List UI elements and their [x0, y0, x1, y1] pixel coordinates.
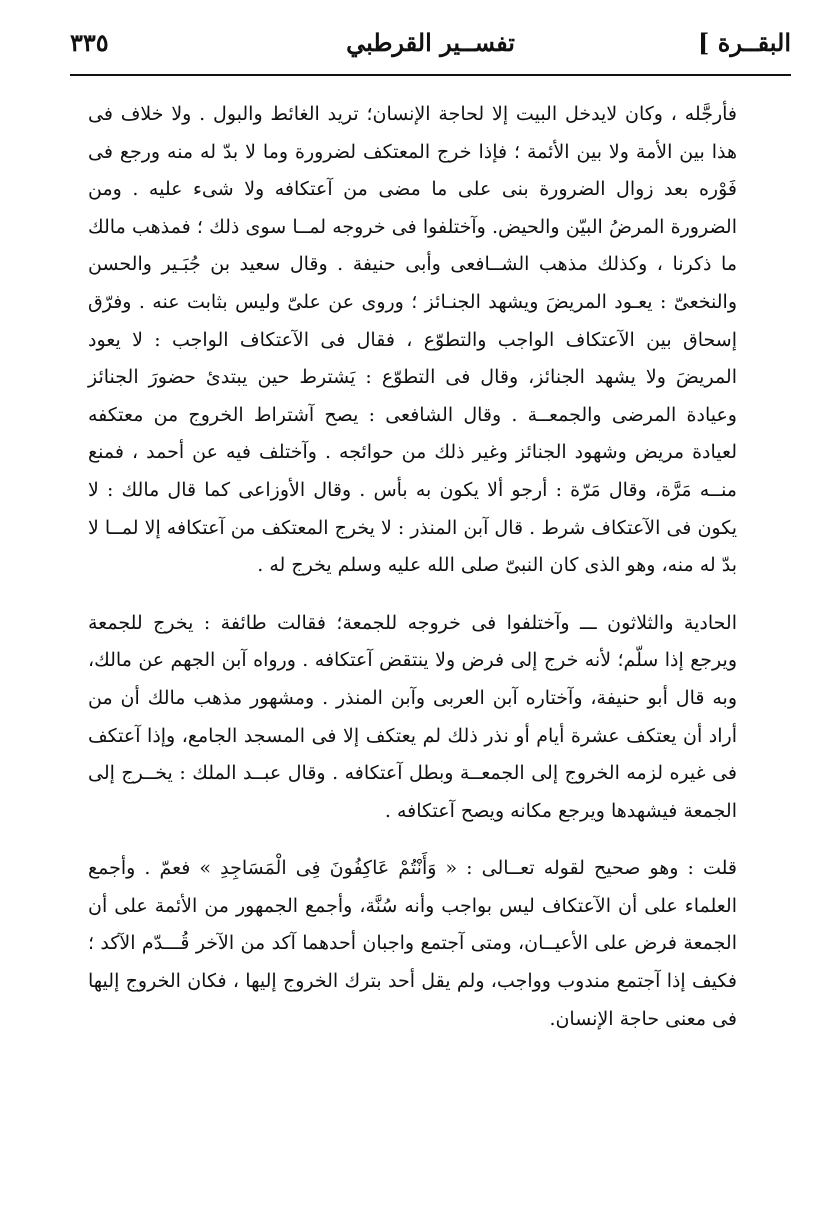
page-header: [70, 28, 791, 72]
surah-name: البقــرة ]: [698, 28, 791, 57]
header-rule: [70, 74, 791, 76]
paragraph-2: الحادية والثلاثون ـــ وآختلفوا فى خروجه للجمعة؛ فقالت طائفة : يخرج للجمعة ويرجع إذا سلّم؛ لأنه خرج إلى فرض ولا ينتقض آعتكافه . ورواه آبن الجهم عن مالك، وبه قال أبو حنيفة، وآختاره آبن العربى وآبن المنذر . ومشهور مذهب مالك أن من أراد أن يعتكف عشرة أيام أو نذر ذلك لم يعتكف إلا فى المسجد الجامع، وإذا آعتكف فى غيره لزمه الخروج إلى الجمعــة وبطل آعتكافه . وقال عبــد الملك : يخــرج إلى الجمعة فيشهدها ويرجع مكانه ويصح آعتكافه .: [88, 611, 737, 822]
paragraph-1: فأرجَّله ، وكان لايدخل البيت إلا لحاجة الإنسان؛ تريد الغائط والبول . ولا خلاف فى هذا بين الأمة ولا بين الأئمة ؛ فإذا خرج المعتكف لضرورة وما لا بدّ له منه ورجع فى فَوْره بعد زوال الضرورة بنى على ما مضى من آعتكافه ولا شىء عليه . ومن الضرورة المرضُ البيّن والحيض. وآختلفوا فى خروجه لمــا سوى ذلك ؛ فمذهب مالك ما ذكرنا ، وكذلك مذهب الشــافعى وأبى حنيفة . وقال سعيد بن جُبَـير والحسن والنخعىّ : يعـود المريضَ ويشهد الجنـائز ؛ وروى عن علىّ وليس بثابت عنه . وفرّق إسحاق بين الآعتكاف الواجب والتطوّع ، فقال فى الآعتكاف الواجب : لا يعود المريضَ ولا يشهد الجنائز، وقال فى التطوّع : يَشترط حين يبتدئ حضورَ الجنائز وعيادة المرضى والجمعــة . وقال الشافعى : يصح آشتراط الخروج من معتكفه لعيادة مريض وشهود الجنائز وغير ذلك من حوائجه . وآختلف فيه عن أحمد ، فمنع منــه مَرَّة، وقال مَرّة : أرجو ألا يكون به بأس . وقال الأوزاعى كما قال مالك : لا يكون فى الآعتكاف شرط . قال آبن المنذر : لا يخرج المعتكف من آعتكافه إلا لمــا لا بدّ له منه، وهو الذى كان النبىّ صلى الله عليه وسلم يخرج له .: [88, 103, 737, 577]
paragraph-3: قلت : وهو صحيح لقوله تعــالى : « وَأَنْتُمْ عَاكِفُونَ فِى الْمَسَاجِدِ » فعمّ . وأجمع العلماء على أن الآعتكاف ليس بواجب وأنه سُنَّة، وأجمع الجمهور من الأئمة على أن الجمعة فرض على الأعيــان، ومتى آجتمع واجبان أحدهما آكد من الآخر قُـــدّم الآكد ؛ فكيف إذا آجتمع مندوب وواجب، ولم يقل أحد بترك الخروج إليها ، فكان الخروج إليها فى معنى حاجة الإنسان.: [88, 857, 737, 1030]
page-number: ٣٣٥: [70, 28, 109, 57]
book-title: تفســير القرطبي: [346, 28, 515, 57]
page-body: [88, 96, 737, 1038]
